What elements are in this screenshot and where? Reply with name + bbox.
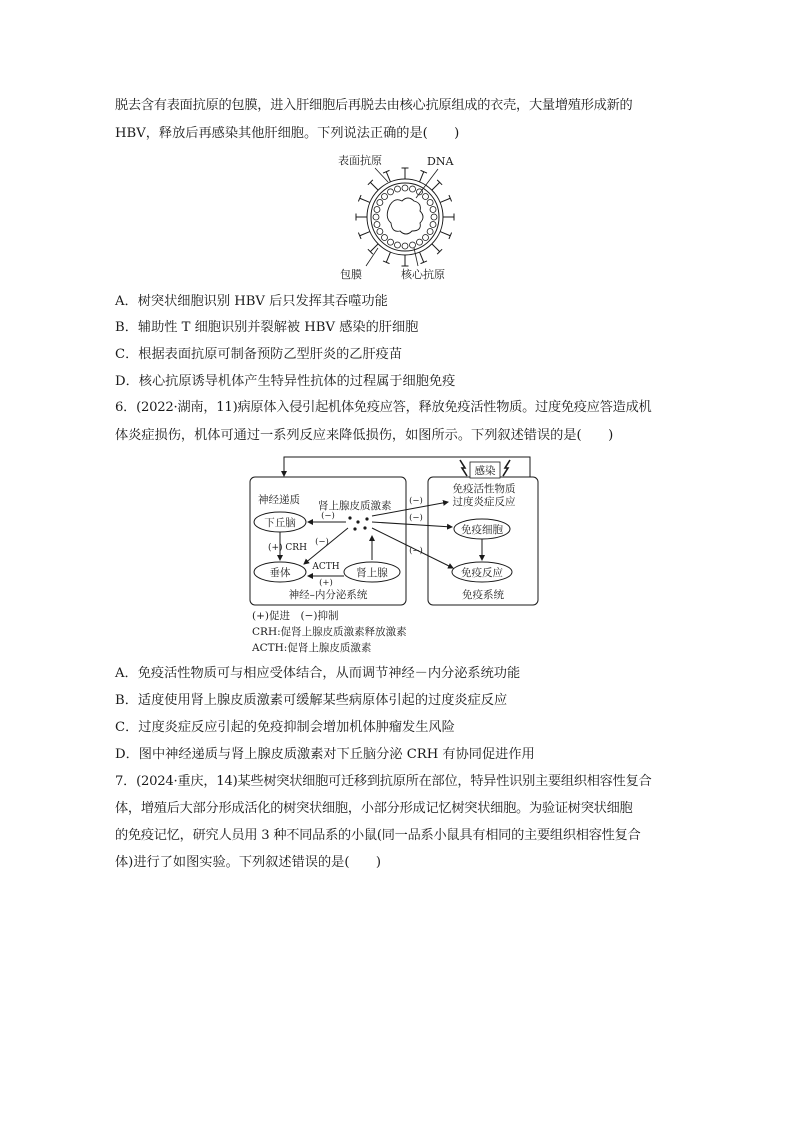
q6-stem-line-1: 6．(2022·湖南，11)病原体入侵引起机体免疫应答，释放免疫活性物质。过度免疫应答造成机 [115, 400, 652, 415]
legend-line-2: CRH:促肾上腺皮质激素释放激素 [252, 626, 407, 638]
q5-stem-line-2: HBV，释放后再感染其他肝细胞。下列说法正确的是( ) [115, 126, 460, 141]
hbv-virus-figure [330, 150, 480, 285]
q6-stem-line-2: 体炎症损伤，机体可通过一系列反应来降低损伤，如图所示。下列叙述错误的是( ) [115, 428, 614, 443]
surface-spike [440, 198, 450, 202]
surface-spike [360, 232, 370, 236]
neuro-immune-diagram [248, 452, 543, 608]
surface-spike [386, 252, 390, 262]
label-core-antigen: 核心抗原 [401, 268, 445, 281]
q6-option-b[interactable]: B．适度使用肾上腺皮质激素可缓解某些病原体引起的过度炎症反应 [115, 693, 508, 708]
legend-line-1: (+)促进 (−)抑制 [252, 610, 339, 622]
capsid-bead [377, 229, 383, 235]
q7-stem-line-4: 体)进行了如图实验。下列叙述错误的是( ) [115, 855, 381, 870]
capsid-bead [373, 214, 379, 220]
surface-spike [370, 182, 378, 190]
capsid-bead [394, 186, 400, 192]
lightning-left-icon [460, 460, 467, 476]
immune-system-caption: 免疫系统 [462, 589, 504, 601]
surface-spike [432, 182, 440, 190]
capsid-bead [402, 185, 408, 191]
capsid-bead [427, 229, 433, 235]
capsid-bead [374, 222, 380, 228]
capsid-bead [388, 189, 394, 195]
acth-tag: ACTH [312, 562, 340, 572]
envelope-inner [371, 183, 439, 251]
hypothalamus-label: 下丘脑 [264, 517, 296, 529]
q5-stem-line-1: 脱去含有表面抗原的包膜，进入肝细胞后再脱去由核心抗原组成的衣壳，大量增殖形成新的 [115, 98, 633, 113]
capsid-bead [410, 186, 416, 192]
surface-spike [440, 232, 450, 236]
inhibit-hypothalamus-sign: (−) [321, 511, 335, 521]
capsid-bead [381, 235, 387, 241]
capsid-bead [377, 200, 383, 206]
surface-spike [370, 244, 378, 252]
q5-option-d[interactable]: D．核心抗原诱导机体产生特异性抗体的过程属于细胞免疫 [115, 374, 456, 389]
q7-stem-line-3: 的免疫记忆，研究人员用 3 种不同品系的小鼠(同一品系小鼠具有相同的主要组织相容性复合 [115, 828, 641, 843]
q5-option-c[interactable]: C．根据表面抗原可制备预防乙型肝炎的乙肝疫苗 [115, 347, 403, 362]
inhibit-pituitary-sign: (−) [315, 537, 329, 547]
capsid-bead [430, 206, 436, 212]
immune-response-label: 免疫反应 [461, 567, 503, 579]
inhibit-immune-response-sign: (−) [409, 546, 423, 556]
legend-line-3: ACTH:促肾上腺皮质激素 [252, 642, 372, 654]
capsid-bead [394, 242, 400, 248]
capsid-bead [427, 200, 433, 206]
surface-spike [432, 244, 440, 252]
capsid-bead [381, 193, 387, 199]
dna-strand [387, 198, 423, 234]
lightning-right-icon [503, 460, 510, 476]
capsid-bead [423, 235, 429, 241]
surface-spike [420, 172, 424, 182]
capsid-bead [417, 239, 423, 245]
neurotransmitter-label: 神经递质 [258, 494, 300, 506]
neuro-endocrine-caption: 神经–内分泌系统 [288, 589, 368, 601]
q6-option-d[interactable]: D．图中神经递质与肾上腺皮质激素对下丘脑分泌 CRH 有协同促进作用 [115, 747, 535, 762]
core-antigen-beads [373, 185, 437, 249]
q6-option-c[interactable]: C．过度炎症反应引起的免疫抑制会增加机体肿瘤发生风险 [115, 720, 455, 735]
label-surface-antigen: 表面抗原 [338, 154, 382, 167]
glucocorticoid-label: 肾上腺皮质激素 [318, 500, 392, 512]
q7-stem-line-1: 7．(2024·重庆，14)某些树突状细胞可迁移到抗原所在部位，特异性识别主要组织相容性复合 [115, 774, 652, 789]
pituitary-label: 垂体 [269, 567, 291, 579]
capsid-bead [410, 242, 416, 248]
capsid-bead [402, 243, 408, 249]
immune-substance-label: 免疫活性物质 [452, 483, 516, 495]
capsid-bead [423, 193, 429, 199]
excess-inflammation-label: 过度炎症反应 [452, 496, 516, 508]
q6-option-a[interactable]: A．免疫活性物质可与相应受体结合，从而调节神经－内分泌系统功能 [115, 666, 521, 681]
crh-tag: (+) CRH [268, 543, 307, 553]
adrenal-label: 肾上腺 [356, 567, 388, 579]
capsid-bead [431, 214, 437, 220]
inhibit-immune-cell-sign: (−) [409, 513, 423, 523]
q5-option-b[interactable]: B．辅助性 T 细胞识别并裂解被 HBV 感染的肝细胞 [115, 320, 419, 335]
capsid-bead [430, 222, 436, 228]
capsid-bead [388, 239, 394, 245]
surface-spike [420, 252, 424, 262]
capsid-bead [374, 206, 380, 212]
infection-label: 感染 [474, 465, 496, 477]
acth-plus-sign: (+) [319, 578, 333, 588]
label-envelope: 包膜 [340, 268, 362, 281]
immune-cell-label: 免疫细胞 [461, 524, 503, 536]
q7-stem-line-2: 体，增殖后大部分形成活化的树突状细胞，小部分形成记忆树突状细胞。为验证树突状细胞 [115, 801, 633, 816]
inhibit-inflammation-sign: (−) [409, 496, 423, 506]
q5-option-a[interactable]: A．树突状细胞识别 HBV 后只发挥其吞噬功能 [115, 294, 388, 309]
hormone-dots [348, 516, 368, 530]
label-dna: DNA [427, 155, 454, 168]
surface-spike [360, 198, 370, 202]
